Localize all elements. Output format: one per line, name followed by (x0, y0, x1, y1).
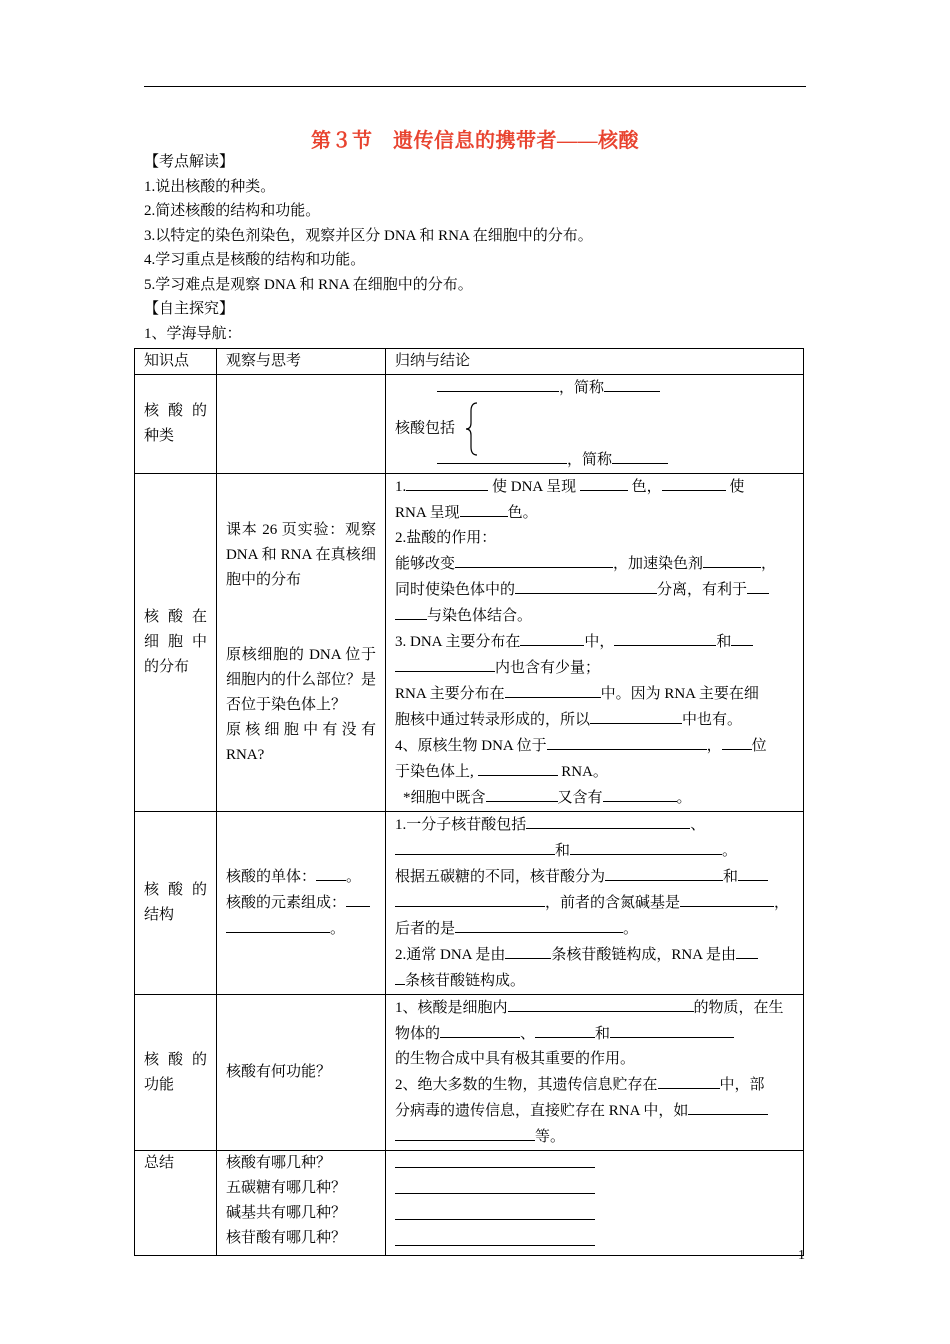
blank[interactable] (226, 916, 330, 933)
observe-cell (216, 375, 385, 474)
kaodian-item: 4.学习重点是核酸的结构和功能。 (144, 252, 366, 268)
observe-cell: 核酸有何功能？ (216, 995, 385, 1151)
kaodian-item: 1.说出核酸的种类。 (144, 178, 276, 195)
blank[interactable] (535, 1021, 595, 1038)
blank[interactable] (614, 629, 716, 646)
kaodian-item: 2.简述核酸的结构和功能。 (144, 203, 321, 219)
blank[interactable] (738, 864, 768, 881)
row-label: 核 酸 的 结构 (135, 812, 217, 995)
conclusion-cell: 1.一分子核苷酸包括 、 和 。 根据五碳糖的不同，核苷酸分为 和 ，前者的含氮碱基是 ， 后者的是 。 2.通常 DNA 是由 条核苷酸链构成，RNA 是由 条核苷酸链构成。 (385, 812, 803, 995)
study-table (134, 348, 804, 1256)
conclusion-cell: 1、核酸是细胞内 的物质，在生 物体的 、 和 的生物合成中具有极其重要的作用。 2、绝大多数的生物，其遗传信息贮存在 中，部 分病毒的遗传信息，直接贮存在 RNA 中，如 等。 (385, 995, 803, 1151)
table-header-row (135, 349, 804, 375)
blank[interactable] (455, 916, 623, 933)
conclusion-cell: ，简称 核酸包括 ，简称 (385, 375, 803, 474)
blank[interactable] (526, 812, 690, 829)
blank[interactable] (395, 890, 545, 907)
observe-cell: 核酸有哪几种？ 五碳糖有哪几种？ 碱基共有哪几种？ 核苷酸有哪几种？ (216, 1151, 385, 1256)
kaodian-item: 3.以特定的染色剂染色，观察并区分 DNA 和 RNA 在细胞中的分布。 (144, 227, 593, 244)
blank[interactable] (395, 603, 427, 620)
blank[interactable] (395, 1229, 595, 1246)
blank[interactable] (547, 733, 707, 750)
blank[interactable] (722, 733, 752, 750)
header-rule (144, 86, 806, 87)
blank[interactable] (703, 551, 761, 568)
table-row (135, 995, 804, 1151)
blank[interactable] (395, 1177, 595, 1194)
header-cell: 知识点 (135, 349, 217, 375)
blank[interactable] (505, 681, 601, 698)
blank[interactable] (658, 1072, 720, 1089)
blank[interactable] (316, 864, 346, 881)
blank[interactable] (406, 474, 488, 491)
blank[interactable] (395, 1124, 535, 1141)
table-row (135, 375, 804, 474)
row-label: 总结 (135, 1151, 217, 1256)
blank[interactable] (520, 629, 584, 646)
blank[interactable] (580, 474, 628, 491)
blank[interactable] (570, 838, 722, 855)
blank[interactable] (610, 1021, 734, 1038)
blank[interactable] (508, 995, 694, 1012)
blank[interactable] (604, 375, 660, 392)
intro-section (144, 150, 806, 346)
blank[interactable] (515, 577, 657, 594)
page-number: 1 (798, 1248, 805, 1263)
zizhu-sub: 1、学海导航： (144, 325, 242, 342)
kaodian-item: 5.学习难点是观察 DNA 和 RNA 在细胞中的分布。 (144, 276, 473, 293)
blank[interactable] (486, 785, 558, 802)
row-label: 核 酸 的 种类 (135, 375, 217, 474)
zizhu-heading: 【自主探究】 (144, 301, 235, 317)
observe-cell: 核酸的单体： 。 核酸的元素组成： 。 (216, 812, 385, 995)
blank[interactable] (460, 500, 508, 517)
blank[interactable] (437, 447, 567, 464)
blank[interactable] (346, 890, 370, 907)
header-cell: 归纳与结论 (385, 349, 803, 375)
blank[interactable] (590, 707, 682, 724)
blank[interactable] (455, 551, 613, 568)
blank[interactable] (395, 838, 555, 855)
kaodian-heading: 【考点解读】 (144, 154, 235, 170)
conclusion-cell (385, 1151, 803, 1256)
blank[interactable] (395, 655, 495, 672)
table-row (135, 812, 804, 995)
conclusion-cell: 1. 使 DNA 呈现 色， 使 RNA 呈现 色。 2.盐酸的作用： 能够改变 ，加速染色剂 ， 同时使染色体中的 分离，有利于 与染色体结合。 3. DNA 主要分布在 中， 和 内也含有少量； RNA 主要分布在 中。因为 RNA 主要在细 胞核中通过转录形成的，所以 中也有。 4、原核生物 DNA 位于 ， 位 于染色体上, RNA。 *细胞中既含 又含有 。 (385, 474, 803, 812)
blank[interactable] (395, 968, 405, 985)
blank[interactable] (505, 942, 551, 959)
blank[interactable] (736, 942, 758, 959)
blank[interactable] (603, 785, 677, 802)
blank[interactable] (680, 890, 774, 907)
table-row (135, 1151, 804, 1256)
blank[interactable] (478, 759, 558, 776)
blank[interactable] (688, 1098, 768, 1115)
blank[interactable] (747, 577, 769, 594)
observe-text: 原核细胞的 DNA 位于细胞内的什么部位？是否位于染色体上？ (225, 646, 376, 713)
observe-text: 课本 26 页实验：观察 DNA 和 RNA 在真核细胞中的分布 (225, 521, 376, 588)
table-row (135, 474, 804, 812)
observe-text: 原核细胞中有没有 RNA? (225, 721, 376, 763)
observe-cell (216, 474, 385, 812)
blank[interactable] (662, 474, 726, 491)
blank[interactable] (612, 447, 668, 464)
page-title: 第３节 遗传信息的携带者——核酸 (311, 130, 639, 152)
blank[interactable] (395, 1151, 595, 1168)
blank[interactable] (395, 1203, 595, 1220)
row-label: 核 酸 在 细 胞 中 的分布 (135, 474, 217, 812)
row-label: 核 酸 的 功能 (135, 995, 217, 1151)
blank[interactable] (731, 629, 753, 646)
blank[interactable] (440, 1021, 520, 1038)
blank[interactable] (437, 375, 559, 392)
blank[interactable] (605, 864, 723, 881)
header-cell: 观察与思考 (216, 349, 385, 375)
